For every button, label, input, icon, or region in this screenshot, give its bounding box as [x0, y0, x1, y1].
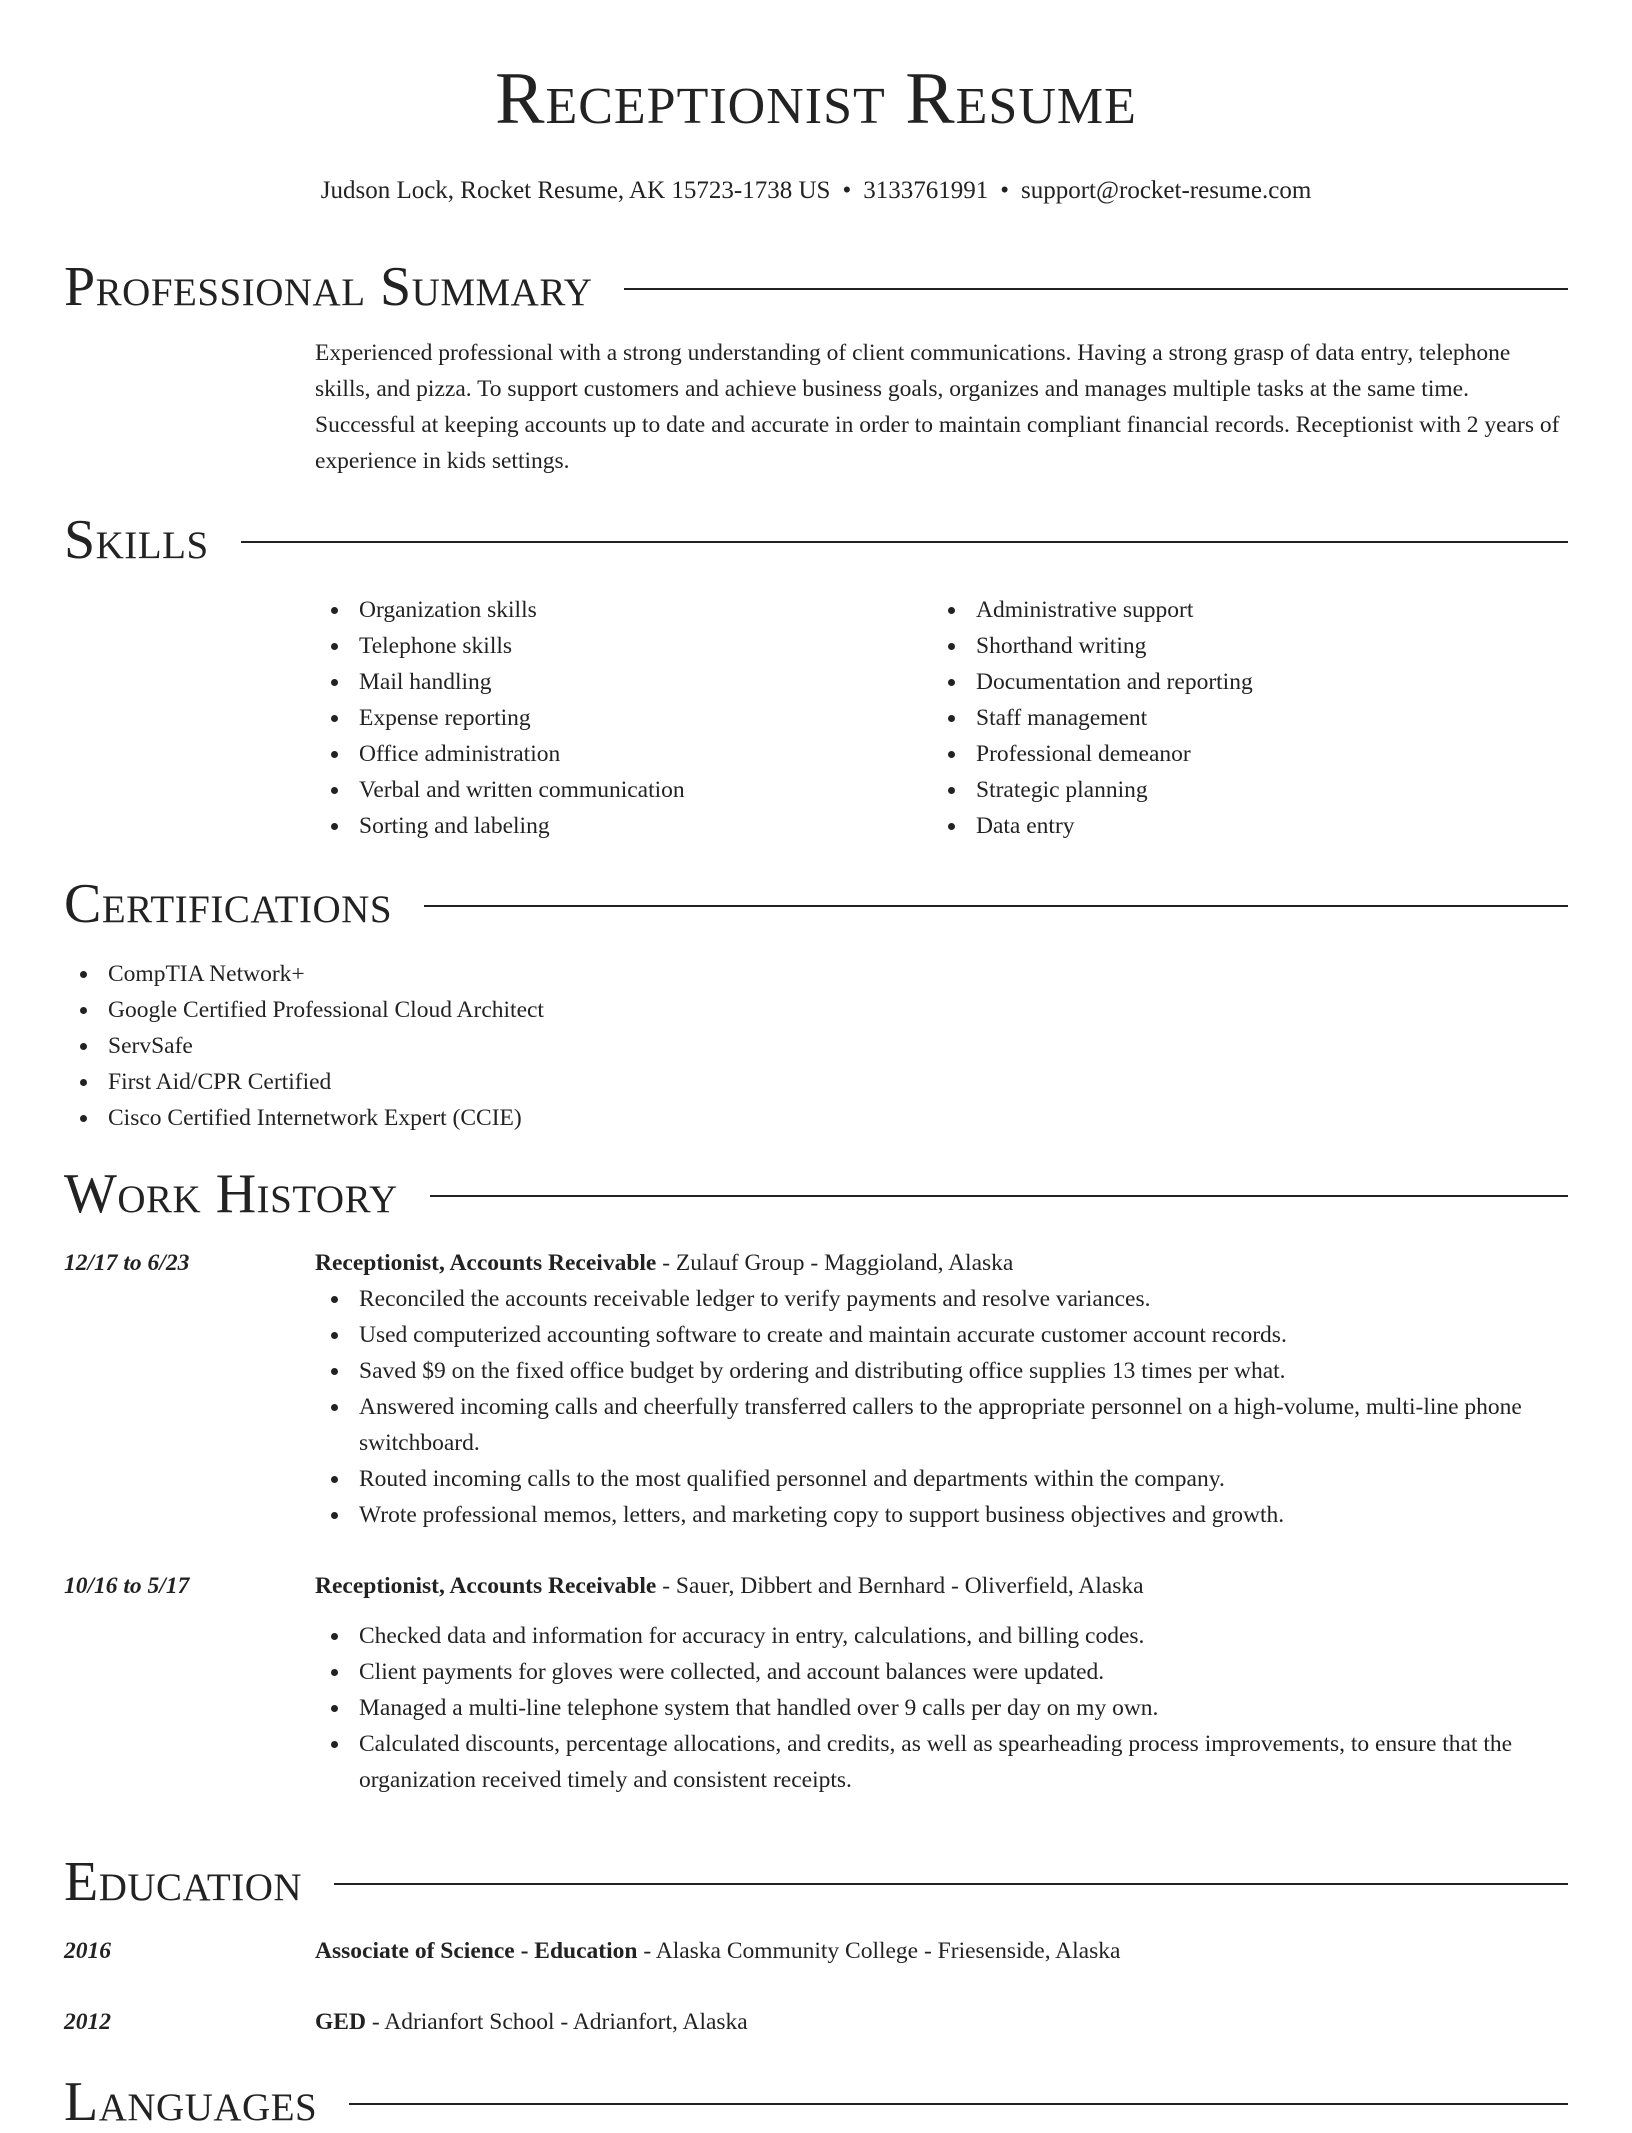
certification-item: Google Certified Professional Cloud Architect	[64, 992, 1568, 1028]
job-bullet: Wrote professional memos, letters, and marketing copy to support business objectives and growth.	[315, 1497, 1568, 1533]
education-school: - Adrianfort School - Adrianfort, Alaska	[365, 2009, 748, 2035]
job-main	[315, 1245, 1568, 1533]
job-bullet: Used computerized accounting software to create and maintain accurate customer account records.	[315, 1317, 1568, 1353]
job-date: 10/16 to 5/17	[64, 1573, 190, 1599]
job-bullet: Routed incoming calls to the most qualified personnel and departments within the company.	[315, 1461, 1568, 1497]
certification-item: CompTIA Network+	[64, 956, 1568, 992]
certifications-list	[64, 956, 1568, 1136]
skill-item: Staff management	[932, 700, 1549, 736]
job-bullet: Reconciled the accounts receivable ledger to verify payments and resolve variances.	[315, 1281, 1568, 1317]
job-bullets	[315, 1618, 1568, 1798]
job-entry	[64, 1568, 1568, 1798]
job-company: - Sauer, Dibbert and Bernhard - Oliverfield, Alaska	[656, 1573, 1144, 1599]
contact-line	[0, 175, 1632, 207]
job-main	[315, 1568, 1568, 1798]
section-divider	[424, 905, 1568, 907]
job-bullets	[315, 1281, 1568, 1533]
job-bullet: Answered incoming calls and cheerfully transferred callers to the appropriate personnel on a high-volume, multi-line phone switchboard.	[315, 1389, 1568, 1461]
skill-item: Shorthand writing	[932, 628, 1549, 664]
contact-separator: •	[842, 177, 852, 204]
job-bullet: Calculated discounts, percentage allocations, and credits, as well as spearheading process improvements, to ensure that the organization received timely and consistent receipts.	[315, 1726, 1568, 1798]
job-bullet: Managed a multi-line telephone system that handled over 9 calls per day on my own.	[315, 1690, 1568, 1726]
certification-item: Cisco Certified Internetwork Expert (CCIE)	[64, 1100, 1568, 1136]
skill-item: Data entry	[932, 808, 1549, 844]
skill-item: Telephone skills	[315, 628, 932, 664]
work-history-heading-row	[64, 1164, 1568, 1224]
education-degree: GED	[315, 2009, 366, 2035]
job-title: Receptionist, Accounts Receivable	[315, 1250, 657, 1276]
certification-item: ServSafe	[64, 1028, 1568, 1064]
skills-column-left	[315, 592, 932, 844]
skill-item: Strategic planning	[932, 772, 1549, 808]
education-degree: Associate of Science - Education	[315, 1938, 638, 1964]
skill-item: Sorting and labeling	[315, 808, 932, 844]
skill-item: Administrative support	[932, 592, 1549, 628]
job-entry	[64, 1245, 1568, 1533]
certifications-heading-row	[64, 874, 1568, 934]
skill-item: Mail handling	[315, 664, 932, 700]
education-year: 2016	[64, 1938, 111, 1964]
education-entry	[64, 1933, 1568, 1969]
summary-heading-row	[64, 257, 1568, 317]
skill-item: Verbal and written communication	[315, 772, 932, 808]
section-divider	[241, 541, 1568, 543]
work-history-section	[64, 1164, 1568, 1798]
skill-item: Office administration	[315, 736, 932, 772]
skills-heading: Skills	[64, 509, 209, 571]
certification-item: First Aid/CPR Certified	[64, 1064, 1568, 1100]
skills-column-right	[932, 592, 1549, 844]
languages-heading: Languages	[64, 2071, 318, 2133]
skill-item: Documentation and reporting	[932, 664, 1549, 700]
education-heading-row	[64, 1852, 1568, 1912]
education-year: 2012	[64, 2009, 111, 2035]
education-line	[315, 1933, 1568, 1969]
job-bullet: Saved $9 on the fixed office budget by ordering and distributing office supplies 13 times per what.	[315, 1353, 1568, 1389]
job-bullet: Client payments for gloves were collected, and account balances were updated.	[315, 1654, 1568, 1690]
skills-grid	[315, 592, 1568, 844]
section-divider	[334, 1883, 1568, 1885]
summary-section	[64, 257, 1568, 479]
work-history-heading: Work History	[64, 1163, 398, 1225]
job-date: 12/17 to 6/23	[64, 1250, 190, 1276]
job-company: - Zulauf Group - Maggioland, Alaska	[656, 1250, 1014, 1276]
education-heading: Education	[64, 1851, 303, 1913]
contact-phone: 3133761991	[863, 177, 989, 204]
certifications-heading: Certifications	[64, 873, 393, 935]
summary-heading: Professional Summary	[64, 256, 593, 318]
education-school: - Alaska Community College - Friesenside, Alaska	[637, 1938, 1121, 1964]
contact-email: support@rocket-resume.com	[1020, 177, 1312, 204]
education-main	[315, 2004, 1568, 2040]
education-main	[315, 1933, 1568, 1969]
section-divider	[430, 1195, 1568, 1197]
languages-section	[64, 2072, 1568, 2132]
contact-address: Judson Lock, Rocket Resume, AK 15723-1738 US	[320, 177, 831, 204]
summary-text: Experienced professional with a strong understanding of client communications. Having a strong grasp of data entry, telephone skills, and pizza. To support customers and achieve business goals, organizes and manages multiple tasks at the same time. Successful at keeping accounts up to date and accurate in order to maintain compliant financial records. Receptionist with 2 years of experience in kids settings.	[315, 340, 1560, 474]
education-line	[315, 2004, 1568, 2040]
contact-separator: •	[1000, 177, 1009, 204]
education-section	[64, 1852, 1568, 2040]
skills-section	[64, 510, 1568, 844]
skill-item: Professional demeanor	[932, 736, 1549, 772]
skill-item: Expense reporting	[315, 700, 932, 736]
job-title: Receptionist, Accounts Receivable	[315, 1573, 657, 1599]
skill-item: Organization skills	[315, 592, 932, 628]
education-entry	[64, 2004, 1568, 2040]
job-title-line	[315, 1568, 1568, 1604]
certifications-section	[64, 874, 1568, 1136]
languages-heading-row	[64, 2072, 1568, 2132]
job-bullet: Checked data and information for accuracy in entry, calculations, and billing codes.	[315, 1618, 1568, 1654]
skills-heading-row	[64, 510, 1568, 570]
section-divider	[349, 2103, 1568, 2105]
resume-title: Receptionist Resume	[495, 58, 1137, 140]
job-title-line	[315, 1245, 1568, 1281]
section-divider	[624, 288, 1568, 290]
